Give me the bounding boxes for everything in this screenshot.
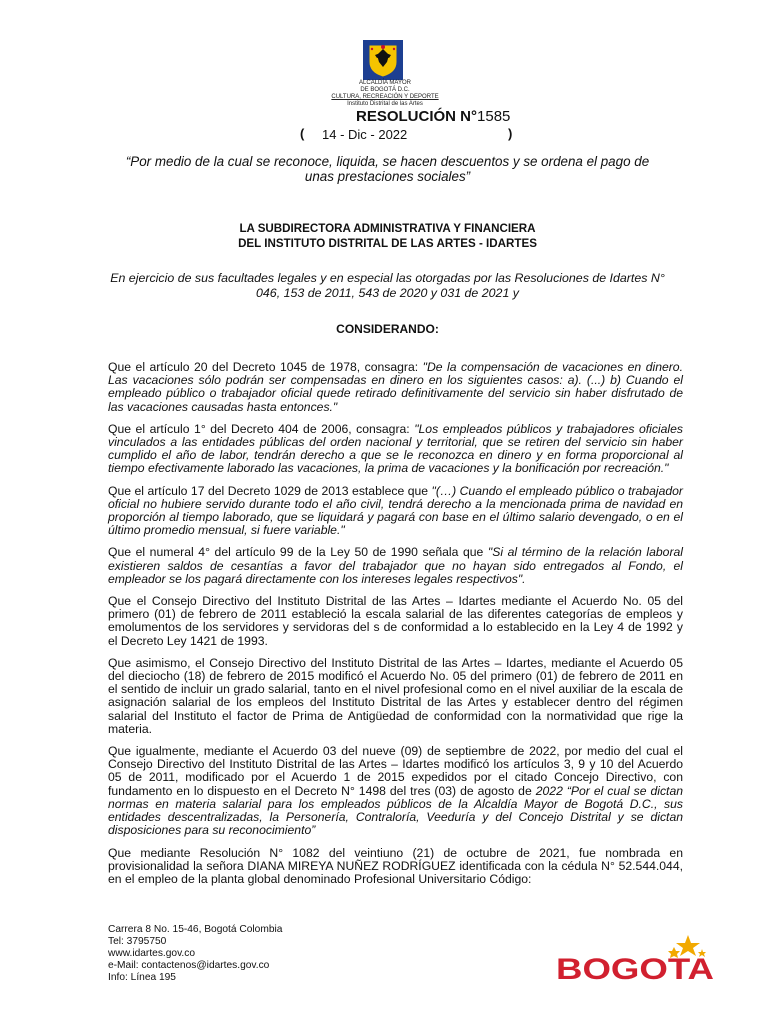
logo-text: BOGOTA (556, 953, 714, 985)
paragraph-text: Que asimismo, el Consejo Directivo del Instituto Distrital de las Artes – Idartes, mediante el Acuerdo 05 del dieciocho (18) de febrero de 2015 modificó el Acuerdo No. 05 del primero (01) de febrero de 2011 en el sentido de incluir un grado salarial, tanto en el nivel profesional como en el nivel auxiliar de la escala de asignación salarial de los empleos del Instituto Distrital de las Artes y establecer dentro del régimen salarial del Instituto el factor de Prima de Antigüedad de conformidad con la normatividad que rige la materia. (108, 655, 683, 736)
issuing-authority (110, 221, 665, 251)
epigraph: “Por medio de la cual se reconoce, liquida, se hacen descuentos y se ordena el pago de unas prestaciones sociales” (125, 154, 650, 184)
bogota-logo-icon (556, 933, 716, 985)
faculties-statement: En ejercicio de sus facultades legales y en especial las otorgadas por las Resoluciones de Idartes N° 046, 153 de 2011, 543 de 2020 y 031 de 2021 y (110, 271, 665, 300)
consideration-paragraph (108, 847, 683, 887)
consideration-paragraph (108, 546, 683, 586)
bogota-coat-of-arms-icon (363, 40, 403, 80)
considering-heading: CONSIDERANDO: (336, 322, 439, 336)
close-paren: ) (508, 126, 513, 141)
paragraph-quote: 2022 “Por el cual se dictan normas en materia salarial para los empleados públicos de la Alcaldía Mayor de Bogotá D.C., sus entidades descentralizadas, la Personería, Contraloría, Veeduría y del Concejo Distrital y se dictan disposiciones para su reconocimiento” (108, 783, 683, 838)
footer-info-line: Info: Línea 195 (108, 972, 176, 983)
resolution-number: 1585 (477, 108, 511, 125)
consideration-paragraph (108, 361, 683, 414)
paragraph-text: Que el artículo 1° del Decreto 404 de 2006, consagra: (108, 421, 415, 436)
footer-phone: Tel: 3795750 (108, 936, 167, 947)
resolution-title (356, 108, 510, 125)
authority-line: DEL INSTITUTO DISTRITAL DE LAS ARTES - IDARTES (238, 237, 537, 250)
entity-line: ALCALDÍA MAYOR (359, 80, 411, 86)
authority-line: LA SUBDIRECTORA ADMINISTRATIVA Y FINANCIERA (239, 222, 536, 235)
considerations-body (108, 361, 683, 895)
paragraph-text: Que el artículo 20 del Decreto 1045 de 1978, consagra: (108, 360, 423, 374)
footer-address: Carrera 8 No. 15-46, Bogotá Colombia (108, 924, 283, 935)
footer-website: www.idartes.gov.co (108, 948, 196, 959)
paragraph-text: Que mediante Resolución N° 1082 del veintiuno (21) de octubre de 2021, fue nombrada en provisionalidad la señora DIANA MIREYA NUÑEZ RODRÍGUEZ identificada con la cédula N° 52.544.044, en el empleo de la planta global denominado Profesional Universitario Código: (108, 845, 683, 886)
entity-line: Instituto Distrital de las Artes (347, 101, 423, 107)
consideration-paragraph (108, 745, 683, 837)
paragraph-text: Que el numeral 4° del artículo 99 de la Ley 50 de 1990 señala que (108, 545, 488, 560)
paragraph-quote: "(…) Cuando el empleado público o trabajador oficial no hubiere servido durante todo el año civil, tendrá derecho a la mencionada prima de navidad en proporción al tiempo laborado, que se liquidará y pagará con base en el último salario devengado, o en el último promedio mensual, si fuere variable." (108, 483, 683, 538)
consideration-paragraph (108, 595, 683, 648)
resolution-date: 14 - Dic - 2022 (322, 127, 408, 142)
entity-name (300, 80, 470, 108)
paragraph-quote: "Si al término de la relación laboral existieren saldos de cesantías a favor del trabajador que no hayan sido entregados al Fondo, el empleador se los pagará directamente con los intereses legales respectivos". (108, 545, 683, 586)
consideration-paragraph (108, 485, 683, 538)
resolution-label: RESOLUCIÓN N° (356, 108, 478, 125)
footer-contact (108, 924, 282, 984)
entity-line: CULTURA, RECREACIÓN Y DEPORTE (331, 94, 439, 100)
consideration-paragraph (108, 657, 683, 736)
footer-email: e-Mail: contactenos@idartes.gov.co (108, 960, 270, 971)
open-paren: ( (300, 126, 305, 141)
entity-line: DE BOGOTÁ D.C. (360, 87, 410, 93)
paragraph-text: Que el Consejo Directivo del Instituto Distrital de las Artes – Idartes mediante el Acuerdo No. 05 del primero (01) de febrero de 2011 estableció la escala salarial de las diferentes categorías de empleos y emolumentos de los servidores y servidoras del s de conformidad a lo establecido en la Ley 4 de 1992 y el Decreto Ley 1421 de 1993. (108, 594, 683, 648)
paragraph-text: Que el artículo 17 del Decreto 1029 de 2013 establece que (108, 483, 432, 498)
paragraph-text: Que igualmente, mediante el Acuerdo 03 del nueve (09) de septiembre de 2022, por medio del cual el Consejo Directivo del Instituto Distrital de las Artes – Idartes modificó los artículos 3, 9 y 10 del Acuerdo 05 de 2011, modificado por el Acuerdo 1 de 2015 expedidos por el citado Concejo Directivo, con fundamento en lo dispuesto en el Decreto N° 1498 del tres (03) de agosto de (108, 744, 683, 798)
paragraph-quote: "Los empleados públicos y trabajadores oficiales vinculados a las entidades públicas del orden nacional y territorial, que se retiren del servicio sin haber cumplido el año de labor, tendrán derecho a que se le reconozca en dinero y en forma proporcional al tiempo efectivamente laborado las vacaciones, la prima de vacaciones y la bonificación por recreación." (108, 421, 683, 476)
consideration-paragraph (108, 423, 683, 476)
paragraph-quote: "De la compensación de vacaciones en dinero. Las vacaciones sólo podrán ser compensadas en dinero en los siguientes casos: a). (...) b) Cuando el empleado público o trabajador oficial quede retirado definitivamente del servicio sin haber disfrutado de las vacaciones causadas hasta entonces." (108, 360, 683, 414)
